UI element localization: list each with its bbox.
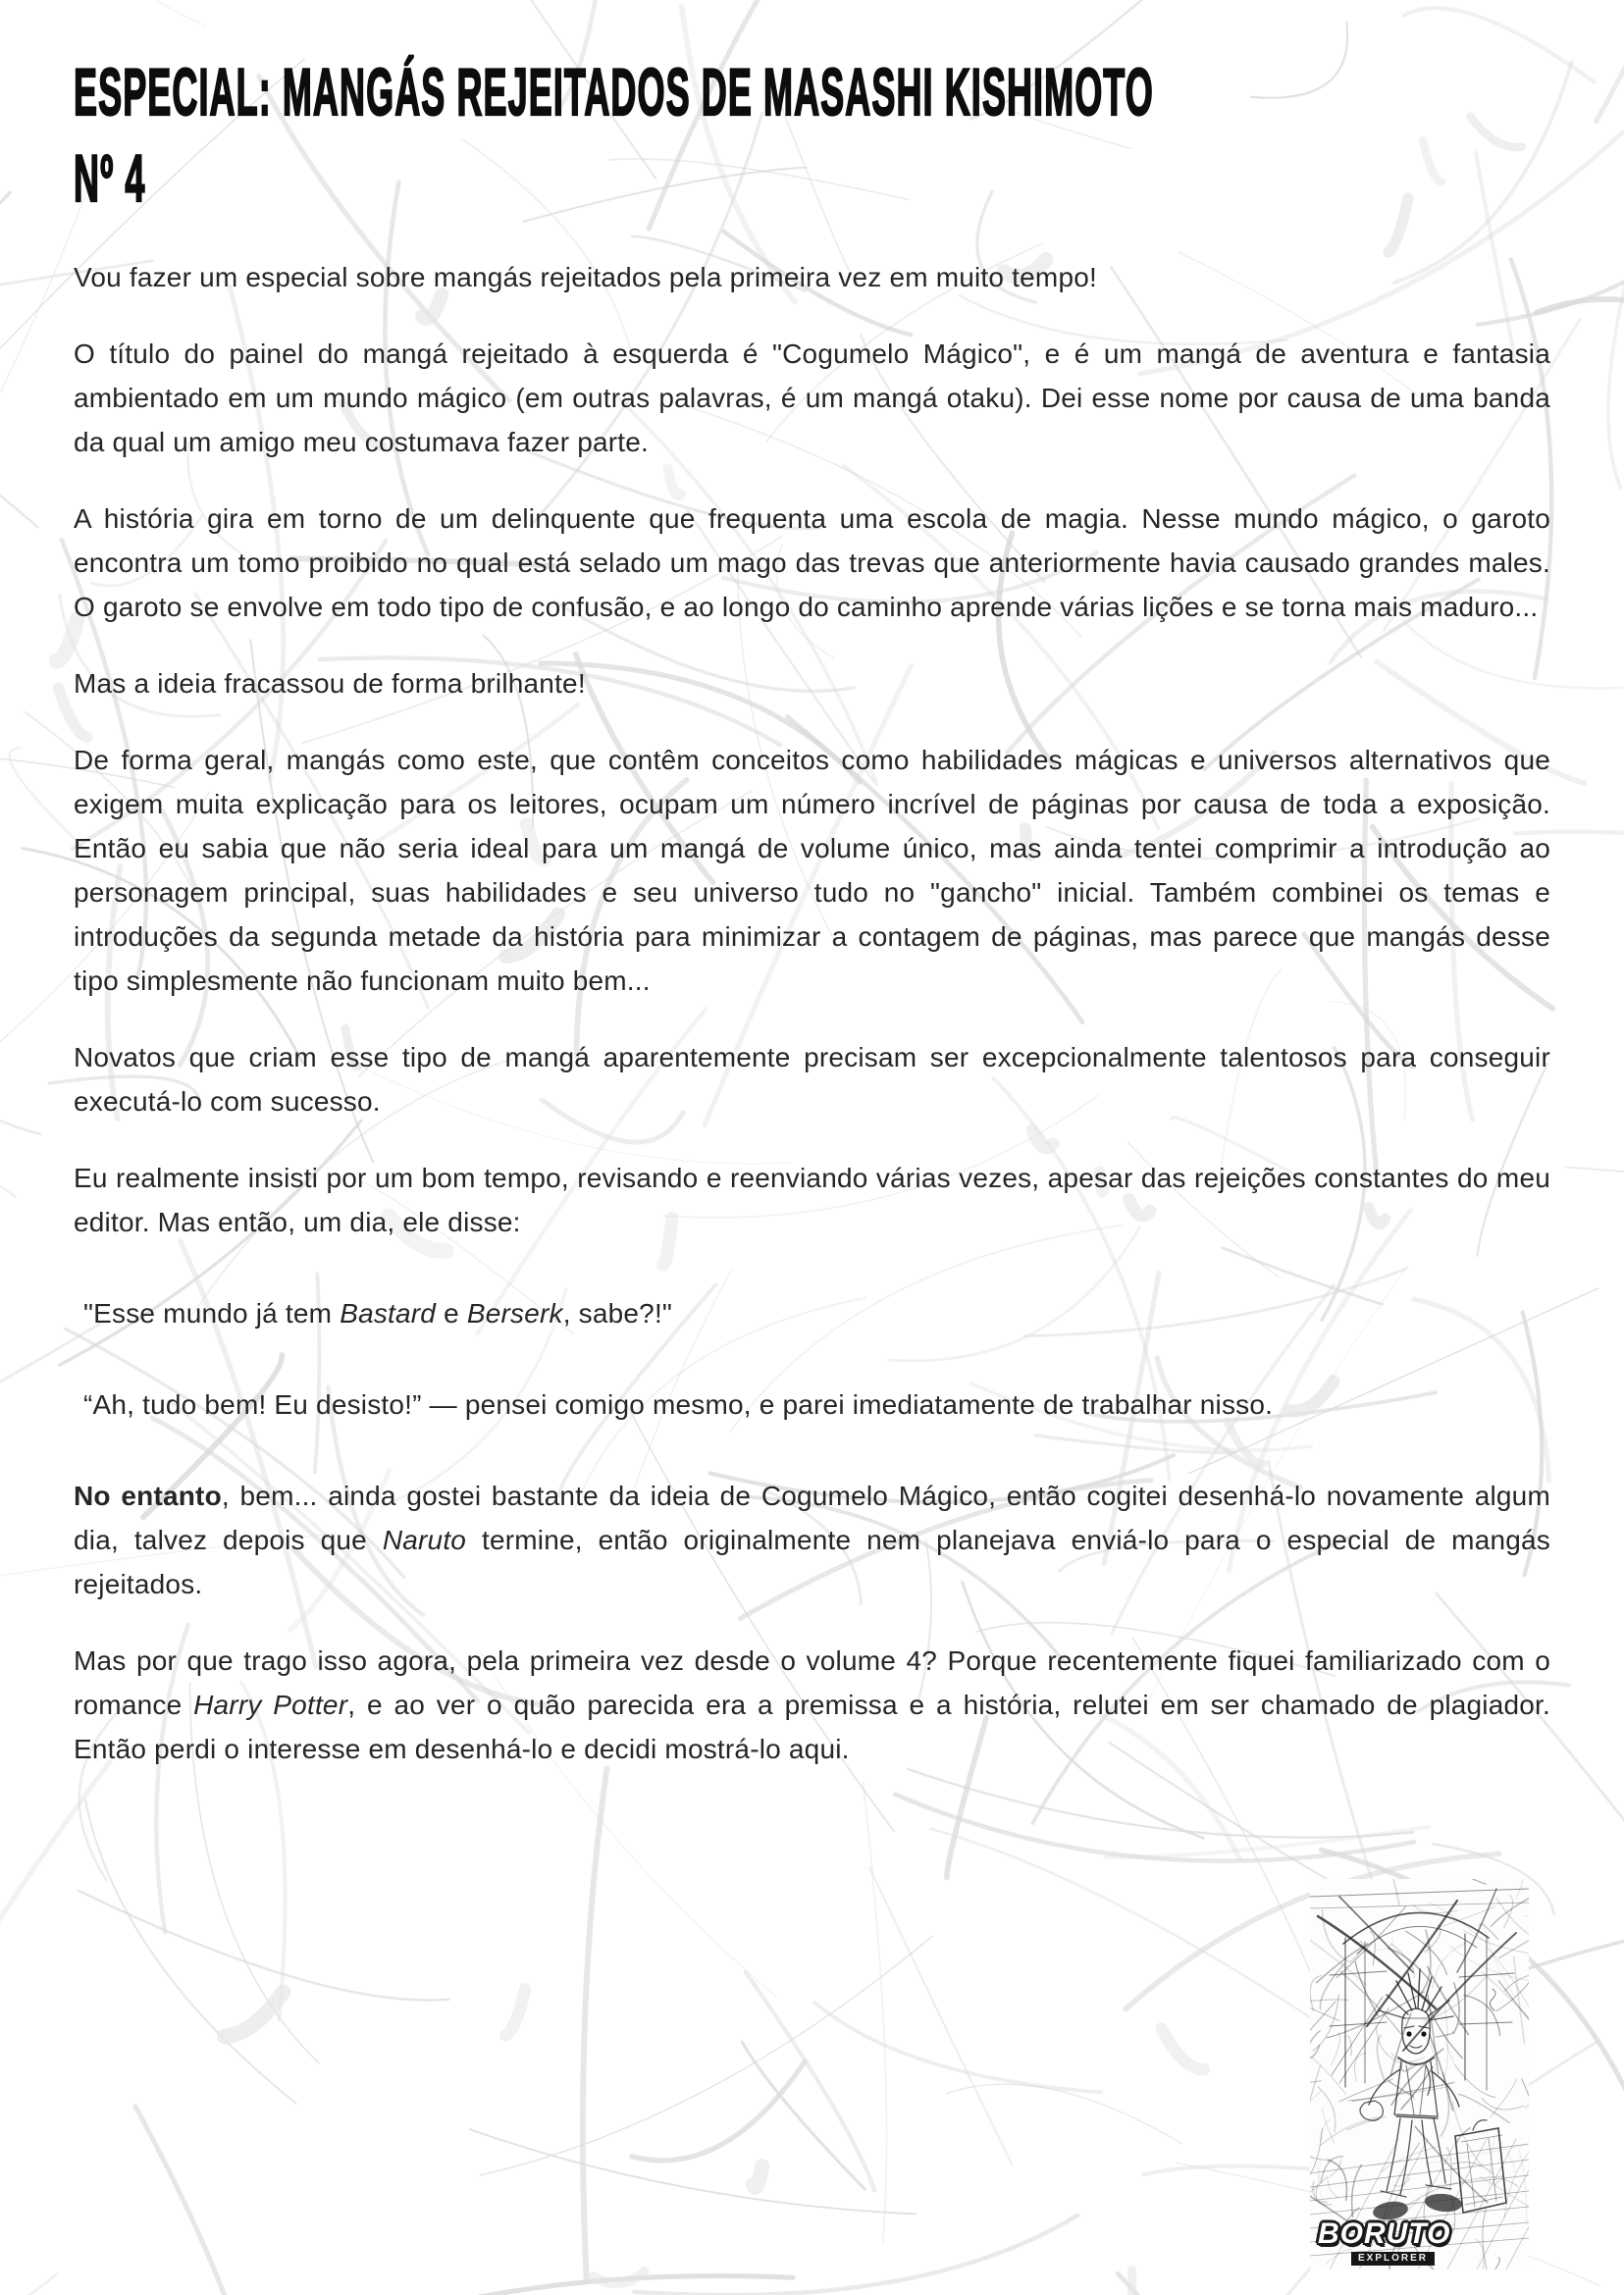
- text-segment: , bem... ainda gostei bastante da ideia de Cogumelo Mágico, então cogitei desenhá-lo novamente algum dia, talvez depois que: [74, 1481, 1550, 1555]
- paragraph: [74, 496, 1550, 629]
- watermark-logo-subtext: EXPLORER: [1351, 2252, 1435, 2266]
- text-segment: , sabe?!": [562, 1298, 673, 1329]
- text-segment: “Ah, tudo bem! Eu desisto!” — pensei comigo mesmo, e parei imediatamente de trabalhar nisso.: [83, 1389, 1274, 1420]
- text-segment: No entanto: [74, 1481, 222, 1511]
- paragraph: [74, 738, 1550, 1003]
- quote-paragraph: [74, 1291, 1550, 1335]
- paragraph: [74, 1474, 1550, 1606]
- page-title-line2: Nº 4: [74, 141, 146, 216]
- page-title-line1: ESPECIAL: MANGÁS REJEITADOS DE MASASHI KISHIMOTO: [74, 55, 1154, 130]
- paragraph: [74, 332, 1550, 464]
- paragraph: [74, 1035, 1550, 1123]
- article-body: [74, 255, 1550, 1771]
- text-segment: "Esse mundo já tem: [83, 1298, 341, 1329]
- paragraph: [74, 1156, 1550, 1244]
- text-segment: Novatos que criam esse tipo de mangá aparentemente precisam ser excepcionalmente talentosos para conseguir executá-lo com sucesso.: [74, 1042, 1550, 1117]
- paragraph: [74, 661, 1550, 705]
- paragraph: [74, 1639, 1550, 1771]
- text-segment: Harry Potter: [193, 1690, 348, 1720]
- watermark-logo-text: BORUTO: [1318, 2217, 1451, 2250]
- text-segment: Naruto: [382, 1525, 467, 1555]
- text-segment: Berserk: [466, 1298, 563, 1329]
- text-segment: Mas a ideia fracassou de forma brilhante!: [74, 668, 586, 699]
- text-segment: e: [436, 1298, 467, 1329]
- text-segment: Eu realmente insisti por um bom tempo, revisando e reenviando várias vezes, apesar das rejeições constantes do meu editor. Mas então, um dia, ele disse:: [74, 1163, 1550, 1237]
- pencil-sketch-drawing: [1310, 1879, 1529, 2269]
- page-title: [74, 49, 1550, 222]
- text-segment: A história gira em torno de um delinquente que frequenta uma escola de magia. Nesse mundo mágico, o garoto encontra um tomo proibido no qual está selado um mago das trevas que anteriormente havia causado grandes males. O garoto se envolve em todo tipo de confusão, e ao longo do caminho aprende várias lições e se torna mais maduro...: [74, 503, 1550, 622]
- text-segment: , e ao ver o quão parecida era a premissa e a história, relutei em ser chamado de plagiador. Então perdi o interesse em desenhá-lo e decidi mostrá-lo aqui.: [74, 1690, 1550, 1764]
- paragraph: [74, 255, 1550, 299]
- rejected-manga-sketch-image: [1310, 1879, 1529, 2269]
- text-segment: Vou fazer um especial sobre mangás rejeitados pela primeira vez em muito tempo!: [74, 262, 1097, 292]
- text-segment: Mas por que trago isso agora, pela primeira vez desde o volume 4? Porque recentemente fiquei familiarizado com o romance: [74, 1645, 1550, 1720]
- article: [74, 49, 1550, 1803]
- text-segment: O título do painel do mangá rejeitado à esquerda é "Cogumelo Mágico", e é um mangá de aventura e fantasia ambientado em um mundo mágico (em outras palavras, é um mangá otaku). Dei esse nome por causa de uma banda da qual um amigo meu costumava fazer parte.: [74, 339, 1550, 457]
- text-segment: Bastard: [340, 1298, 437, 1329]
- quote-paragraph: [74, 1382, 1550, 1427]
- boruto-explorer-watermark: [1318, 2219, 1450, 2266]
- text-segment: termine, então originalmente nem planejava enviá-lo para o especial de mangás rejeitados.: [74, 1525, 1550, 1599]
- text-segment: De forma geral, mangás como este, que contêm conceitos como habilidades mágicas e universos alternativos que exigem muita explicação para os leitores, ocupam um número incrível de páginas por causa de toda a exposição. Então eu sabia que não seria ideal para um mangá de volume único, mas ainda tentei comprimir a introdução ao personagem principal, suas habilidades e seu universo tudo no "gancho" inicial. Também combinei os temas e introduções da segunda metade da história para minimizar a contagem de páginas, mas parece que mangás desse tipo simplesmente não funcionam muito bem...: [74, 745, 1550, 996]
